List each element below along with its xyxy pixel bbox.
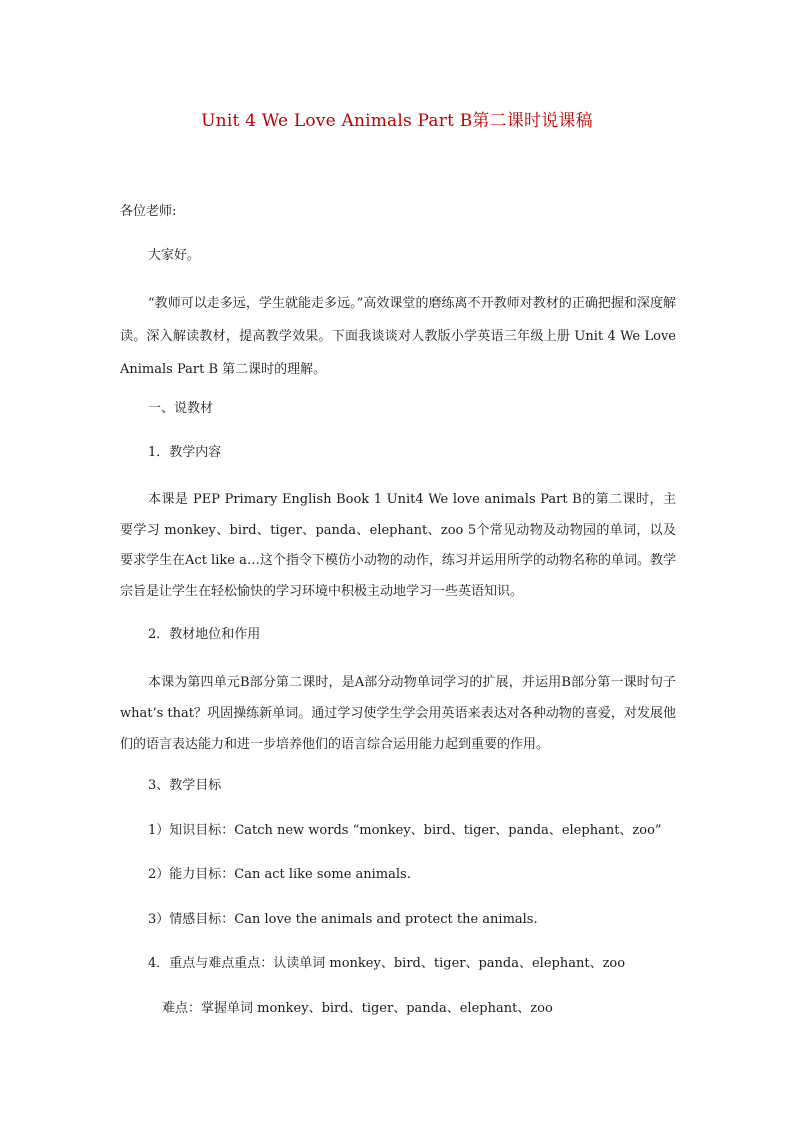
subheading-material-role: 2．教材地位和作用	[148, 627, 261, 642]
goal-knowledge: 1）知识目标：Catch new words “monkey、bird、tiger、panda、elephant、zoo”	[148, 823, 662, 838]
greeting: 各位老师:	[120, 204, 177, 219]
subheading-teaching-goals: 3、教学目标	[148, 778, 222, 793]
subheading-teaching-content: 1．教学内容	[148, 445, 222, 460]
section-heading-teaching-material: 一、说教材	[148, 401, 214, 416]
hello-line: 大家好。	[148, 248, 201, 263]
subheading-key-points: 4．重点与难点重点：认读单词 monkey、bird、tiger、panda、elephant、zoo	[148, 956, 626, 971]
difficulty-line: 难点：掌握单词 monkey、bird、tiger、panda、elephant、zoo	[162, 1001, 553, 1016]
intro-paragraph: “教师可以走多远，学生就能走多远。”高效课堂的磨练离不开教师对教材的正确把握和深度解读。深入解读教材，提高教学效果。下面我谈谈对人教版小学英语三年级上册 Unit 4 We Love Animals Part B 第二课时的理解。	[120, 296, 676, 377]
material-role-paragraph: 本课为第四单元B部分第二课时，是A部分动物单词学习的扩展，并运用B部分第一课时句子 what’s that？巩固操练新单词。通过学习使学生学会用英语来表达对各种动物的喜爱，对发展他们的语言表达能力和进一步培养他们的语言综合运用能力起到重要的作用。	[120, 675, 676, 752]
document-title: Unit 4 We Love Animals Part B第二课时说课稿	[201, 111, 593, 131]
goal-emotion: 3）情感目标：Can love the animals and protect the animals.	[148, 912, 538, 927]
goal-ability: 2）能力目标：Can act like some animals.	[148, 867, 411, 882]
teaching-content-paragraph: 本课是 PEP Primary English Book 1 Unit4 We love animals Part B的第二课时，主要学习 monkey、bird、tiger、panda、elephant、zoo 5个常见动物及动物园的单词，以及要求学生在Act like a…这个指令下模仿小动物的动作，练习并运用所学的动物名称的单词。教学宗旨是让学生在轻松愉快的学习环境中积极主动地学习一些英语知识。	[120, 492, 676, 599]
